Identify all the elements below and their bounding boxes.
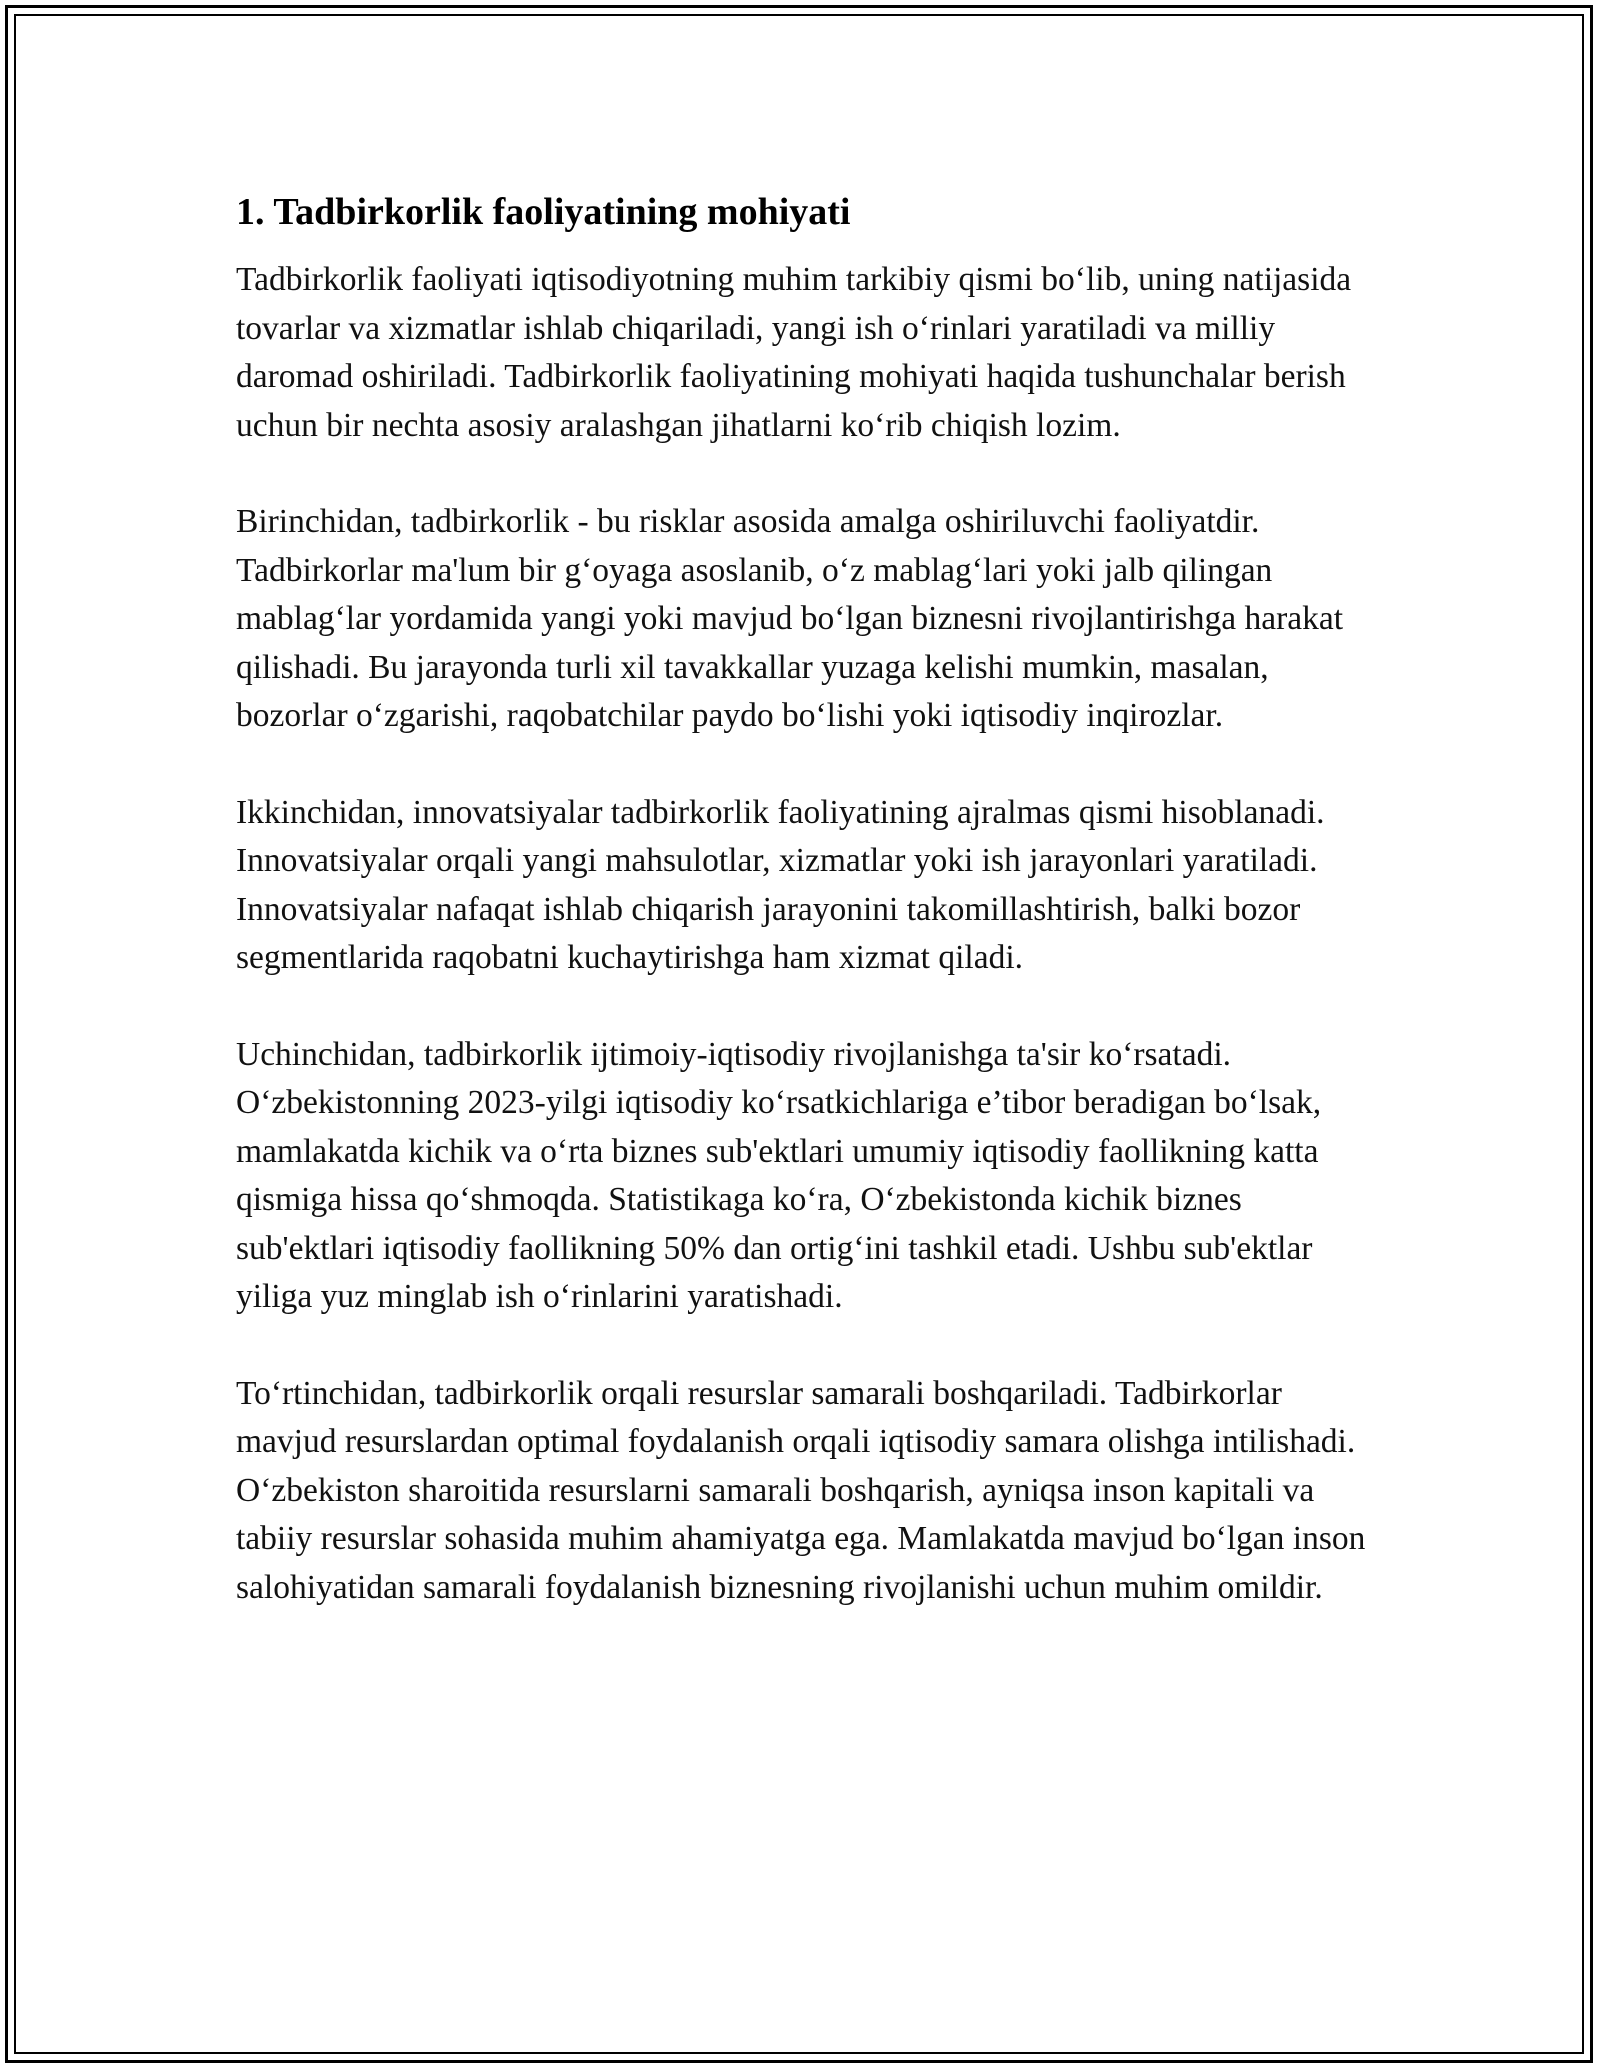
paragraph-third-point: Uchinchidan, tadbirkorlik ijtimoiy-iqtisodiy rivojlanishga ta'sir ko‘rsatadi. O‘zbekistonning 2023-yilgi iqtisodiy ko‘rsatkichlariga e’tibor beradigan bo‘lsak, mamlakatda kichik va o‘rta biznes sub'ektlari umumiy iqtisodiy faollikning katta qismiga hissa qo‘shmoqda. Statistikaga ko‘ra, O‘zbekistonda kichik biznes sub'ektlari iqtisodiy faollikning 50% dan ortig‘ini tashkil etadi. Ushbu sub'ektlar yiliga yuz minglab ish o‘rinlarini yaratishadi. xyxy=(236,1035,1322,1315)
section-heading: 1. Tadbirkorlik faoliyatining mohiyati xyxy=(236,191,851,233)
paragraph-fourth-point: To‘rtinchidan, tadbirkorlik orqali resurslar samarali boshqariladi. Tadbirkorlar mavjud resurslardan optimal foydalanish orqali iqtisodiy samara olishga intilishadi. O‘zbekiston sharoitida resurslarni samarali boshqarish, ayniqsa inson kapitali va tabiiy resurslar sohasida muhim ahamiyatga ega. Mamlakatda mavjud bo‘lgan inson salohiyatidan samarali foydalanish biznesning rivojlanishi uchun muhim omildir. xyxy=(236,1374,1366,1606)
document-body xyxy=(236,188,1386,1660)
paragraph-intro: Tadbirkorlik faoliyati iqtisodiyotning muhim tarkibiy qismi bo‘lib, uning natijasida tovarlar va xizmatlar ishlab chiqariladi, yangi ish o‘rinlari yaratiladi va milliy daromad oshiriladi. Tadbirkorlik faoliyatining mohiyati haqida tushunchalar berish uchun bir nechta asosiy aralashgan jihatlarni ko‘rib chiqish lozim. xyxy=(236,261,1352,444)
paragraph-first-point: Birinchidan, tadbirkorlik - bu risklar asosida amalga oshiriluvchi faoliyatdir. Tadbirkorlar ma'lum bir g‘oyaga asoslanib, o‘z mablag‘lari yoki jalb qilingan mablag‘lar yordamida yangi yoki mavjud bo‘lgan biznesni rivojlantirishga harakat qilishadi. Bu jarayonda turli xil tavakkallar yuzaga kelishi mumkin, masalan, bozorlar o‘zgarishi, raqobatchilar paydo bo‘lishi yoki iqtisodiy inqirozlar. xyxy=(236,503,1344,734)
paragraph-second-point: Ikkinchidan, innovatsiyalar tadbirkorlik faoliyatining ajralmas qismi hisoblanadi. Innovatsiyalar orqali yangi mahsulotlar, xizmatlar yoki ish jarayonlari yaratiladi. Innovatsiyalar nafaqat ishlab chiqarish jarayonini takomillashtirish, balki bozor segmentlarida raqobatni kuchaytirishga ham xizmat qiladi. xyxy=(236,793,1325,976)
